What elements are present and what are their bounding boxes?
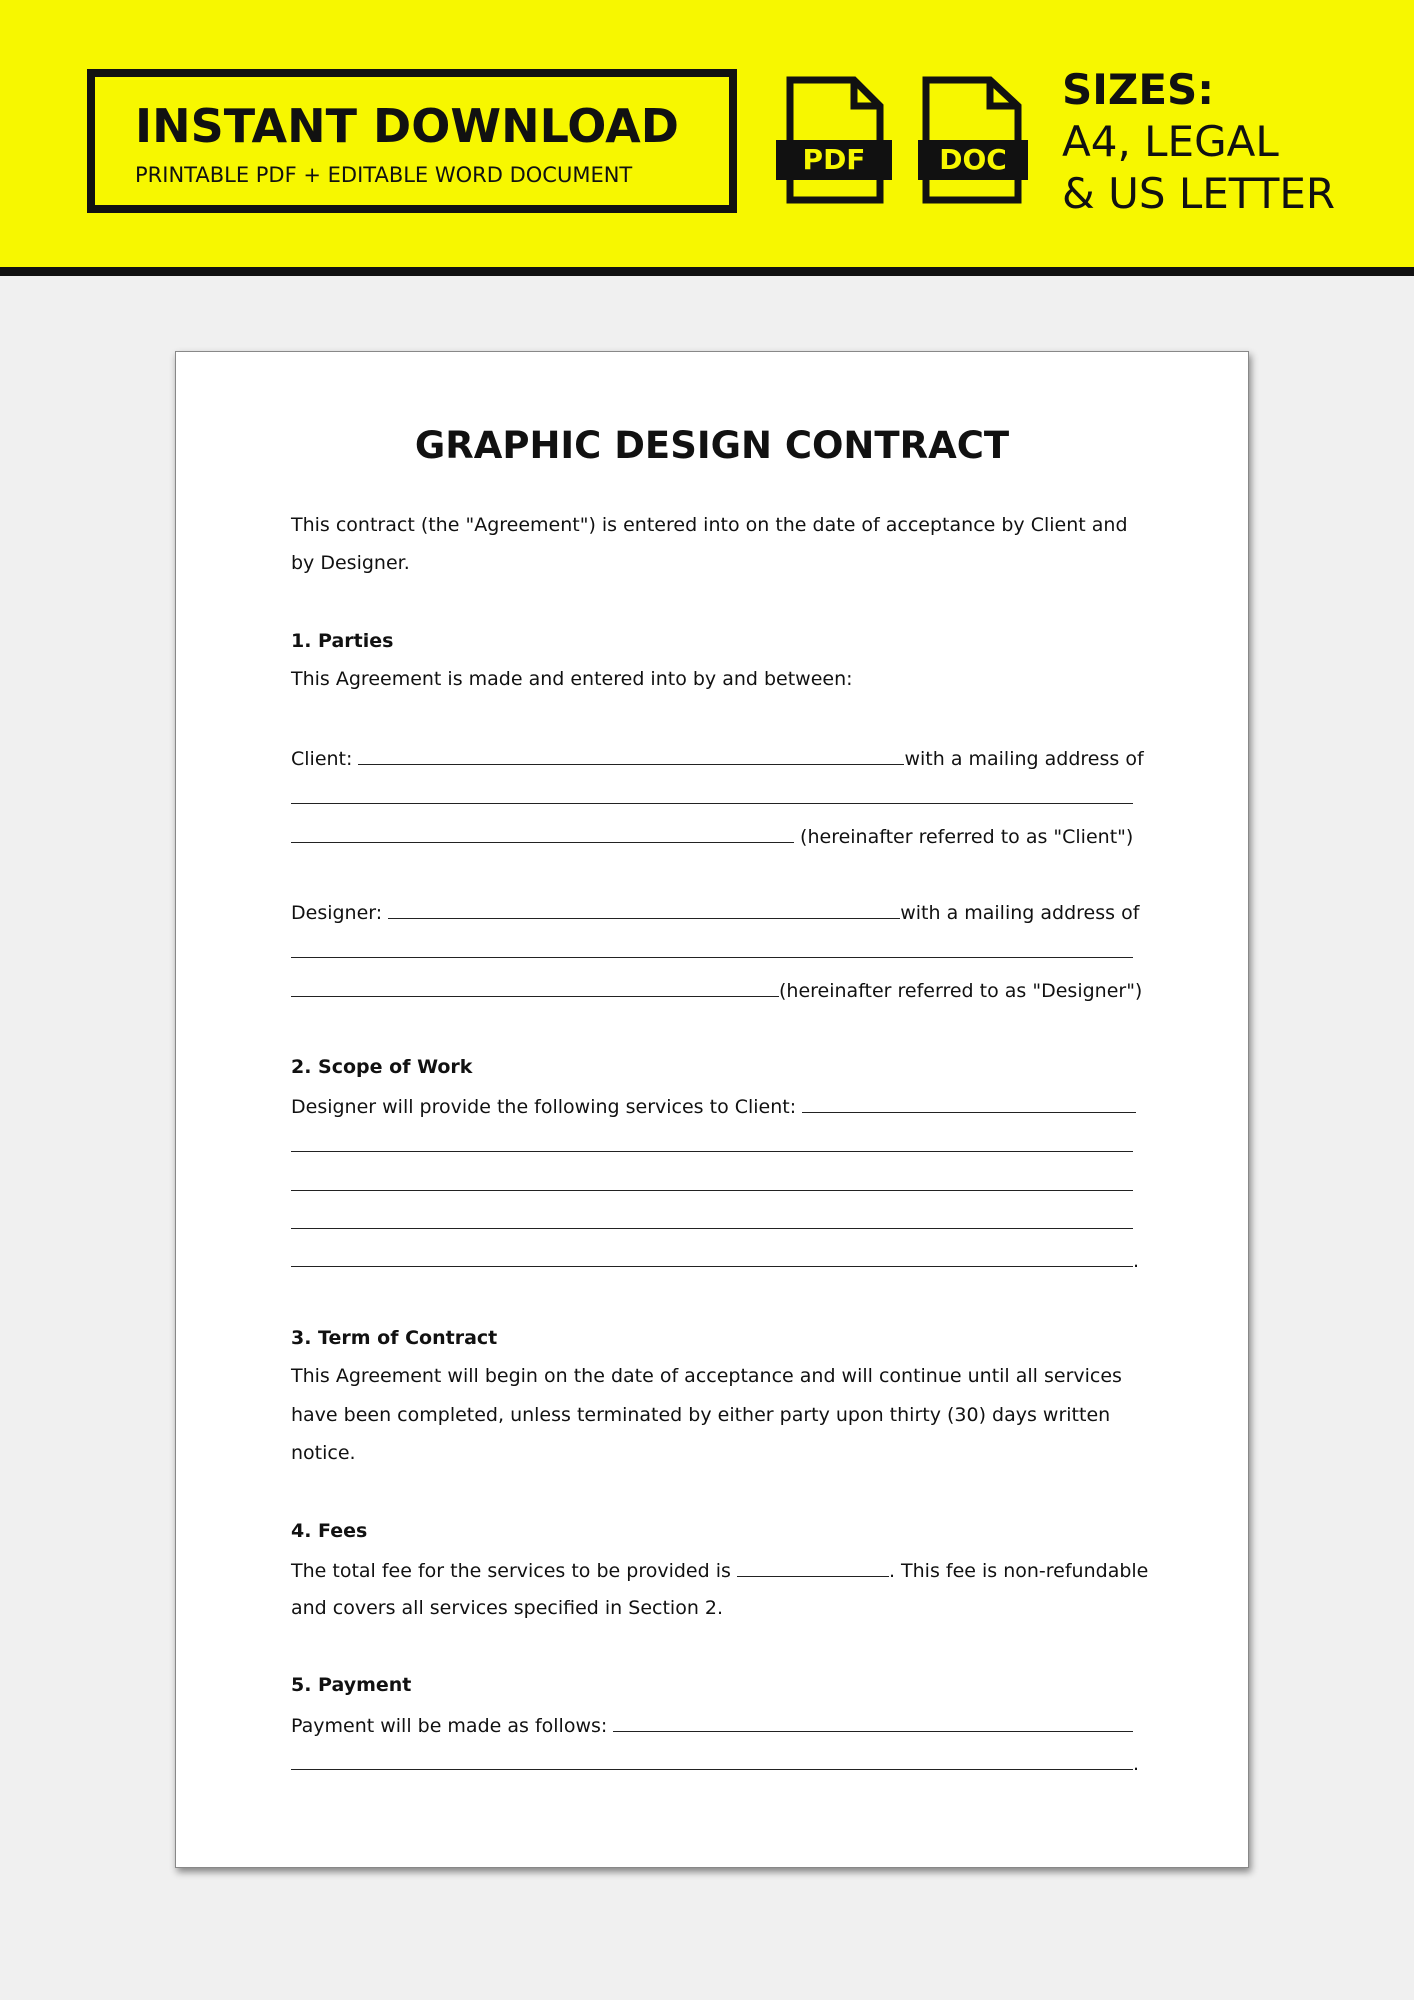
download-title: INSTANT DOWNLOAD [135, 99, 679, 153]
client-address-field-2[interactable] [291, 822, 794, 843]
fee-amount-field[interactable] [737, 1556, 889, 1577]
client-name-field[interactable] [358, 744, 904, 765]
scope-field-line-2[interactable] [291, 1151, 1133, 1152]
scope-period: . [1133, 1250, 1140, 1272]
fees-line-1 [291, 1556, 1151, 1584]
designer-address-field[interactable] [291, 957, 1133, 958]
doc-label: DOC [918, 140, 1028, 180]
banner [0, 0, 1414, 276]
client-label: Client: [291, 748, 353, 770]
contract-title: GRAPHIC DESIGN CONTRACT [414, 424, 1010, 467]
section-1-heading: 1. Parties [291, 630, 394, 652]
pdf-label: PDF [776, 140, 892, 180]
sizes-line-1: A4, LEGAL [1062, 117, 1279, 166]
term-line-1: This Agreement will begin on the date of acceptance and will continue until all services [291, 1365, 1122, 1387]
payment-field[interactable] [613, 1711, 1133, 1732]
section-2-heading: 2. Scope of Work [291, 1056, 473, 1078]
pdf-file-icon [776, 76, 892, 204]
contract-page [175, 351, 1249, 1868]
section-1-text: This Agreement is made and entered into by and between: [291, 668, 853, 690]
designer-ref-text: (hereinafter referred to as "Designer") [779, 980, 1143, 1002]
client-address-field[interactable] [291, 803, 1133, 804]
designer-line [291, 898, 1151, 926]
section-3-heading: 3. Term of Contract [291, 1327, 498, 1349]
instant-download-box [87, 69, 737, 213]
scope-field-line-4[interactable] [291, 1228, 1133, 1229]
designer-ref-line [291, 976, 1151, 1004]
download-subtitle: PRINTABLE PDF + EDITABLE WORD DOCUMENT [135, 163, 633, 187]
intro-line-2: by Designer. [291, 552, 410, 574]
client-ref-text: (hereinafter referred to as "Client") [800, 826, 1134, 848]
client-ref-line [291, 822, 1151, 850]
term-line-3: notice. [291, 1442, 356, 1464]
designer-mailing-text: with a mailing address of [900, 902, 1140, 924]
section-4-heading: 4. Fees [291, 1520, 368, 1542]
payment-last-line [291, 1749, 1151, 1777]
fees-line-2: and covers all services specified in Section 2. [291, 1597, 724, 1619]
client-mailing-text: with a mailing address of [904, 748, 1144, 770]
scope-last-line [291, 1246, 1151, 1274]
sizes-line-2: & US LETTER [1062, 169, 1336, 218]
designer-label: Designer: [291, 902, 383, 924]
scope-text: Designer will provide the following services to Client: [291, 1096, 797, 1118]
sizes-info [1062, 64, 1335, 220]
payment-field-line-2[interactable] [291, 1749, 1133, 1770]
section-5-heading: 5. Payment [291, 1674, 412, 1696]
payment-line [291, 1711, 1151, 1739]
fees-text-a: The total fee for the services to be provided is [291, 1560, 731, 1582]
doc-file-icon [918, 76, 1034, 204]
intro-line-1: This contract (the "Agreement") is entered into on the date of acceptance by Client and [291, 514, 1128, 536]
scope-field[interactable] [802, 1092, 1136, 1113]
designer-address-field-2[interactable] [291, 976, 779, 997]
scope-line [291, 1092, 1151, 1120]
sizes-heading: SIZES: [1062, 65, 1215, 114]
scope-field-line-3[interactable] [291, 1190, 1133, 1191]
scope-field-line-5[interactable] [291, 1246, 1133, 1267]
designer-name-field[interactable] [388, 898, 900, 919]
fees-text-b: . This fee is non-refundable [888, 1560, 1149, 1582]
payment-text: Payment will be made as follows: [291, 1715, 608, 1737]
client-line [291, 744, 1151, 772]
term-line-2: have been completed, unless terminated by either party upon thirty (30) days written [291, 1404, 1111, 1426]
payment-period: . [1133, 1753, 1140, 1775]
